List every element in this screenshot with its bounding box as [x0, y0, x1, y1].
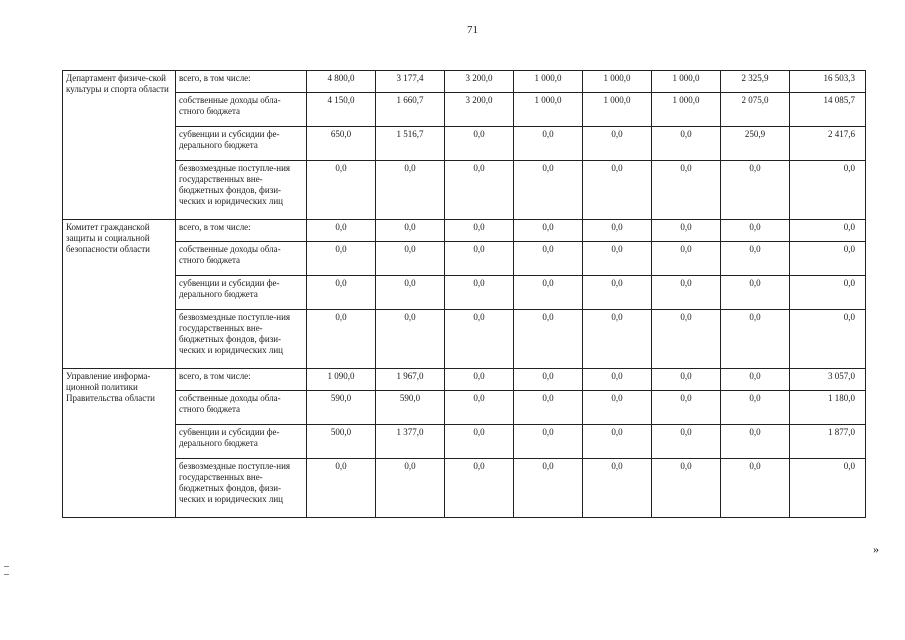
- value-cell: 0,0: [583, 425, 652, 459]
- funding-source-cell: безвозмездные поступле-ния государственных вне-бюджетных фондов, физи-ческих и юридических лиц: [176, 310, 307, 369]
- value-cell: 2 075,0: [721, 93, 790, 127]
- value-cell: 0,0: [583, 369, 652, 391]
- total-value-cell: 0,0: [790, 161, 866, 220]
- value-cell: 0,0: [514, 127, 583, 161]
- value-cell: 0,0: [514, 161, 583, 220]
- value-cell: 0,0: [583, 242, 652, 276]
- value-cell: 0,0: [307, 242, 376, 276]
- value-cell: 0,0: [376, 161, 445, 220]
- table-row: [63, 242, 866, 276]
- table-row: [63, 93, 866, 127]
- total-value-cell: 0,0: [790, 242, 866, 276]
- value-cell: 590,0: [376, 391, 445, 425]
- value-cell: 0,0: [652, 459, 721, 518]
- value-cell: 0,0: [652, 127, 721, 161]
- value-cell: 0,0: [307, 310, 376, 369]
- value-cell: 0,0: [445, 127, 514, 161]
- value-cell: 0,0: [445, 369, 514, 391]
- value-cell: 0,0: [652, 310, 721, 369]
- organization-cell: Комитет гражданской защиты и социальной безопасности области: [63, 220, 176, 369]
- value-cell: 590,0: [307, 391, 376, 425]
- value-cell: 1 090,0: [307, 369, 376, 391]
- table-row: [63, 425, 866, 459]
- value-cell: 0,0: [307, 161, 376, 220]
- value-cell: 1 967,0: [376, 369, 445, 391]
- continuation-mark: »: [873, 542, 879, 556]
- funding-source-cell: всего, в том числе:: [176, 369, 307, 391]
- funding-source-cell: собственные доходы обла-стного бюджета: [176, 391, 307, 425]
- total-value-cell: 3 057,0: [790, 369, 866, 391]
- table-row: [63, 71, 866, 93]
- value-cell: 0,0: [445, 459, 514, 518]
- funding-source-cell: субвенции и субсидии фе-дерального бюджета: [176, 276, 307, 310]
- page-number: 71: [467, 24, 478, 36]
- table-row: [63, 161, 866, 220]
- value-cell: 0,0: [514, 425, 583, 459]
- value-cell: 0,0: [445, 220, 514, 242]
- value-cell: 1 660,7: [376, 93, 445, 127]
- budget-table: [62, 70, 866, 518]
- value-cell: 0,0: [376, 220, 445, 242]
- funding-source-cell: собственные доходы обла-стного бюджета: [176, 242, 307, 276]
- value-cell: 2 325,9: [721, 71, 790, 93]
- table-row: [63, 459, 866, 518]
- value-cell: 1 000,0: [652, 93, 721, 127]
- total-value-cell: 0,0: [790, 459, 866, 518]
- value-cell: 0,0: [721, 369, 790, 391]
- value-cell: 0,0: [583, 276, 652, 310]
- total-value-cell: 0,0: [790, 310, 866, 369]
- total-value-cell: 1 180,0: [790, 391, 866, 425]
- value-cell: 0,0: [583, 127, 652, 161]
- value-cell: 0,0: [721, 276, 790, 310]
- value-cell: 0,0: [514, 369, 583, 391]
- value-cell: 0,0: [514, 276, 583, 310]
- table-row: [63, 369, 866, 391]
- value-cell: 0,0: [445, 391, 514, 425]
- value-cell: 0,0: [721, 161, 790, 220]
- organization-cell: Департамент физиче-ской культуры и спорта области: [63, 71, 176, 220]
- funding-source-cell: собственные доходы обла-стного бюджета: [176, 93, 307, 127]
- funding-source-cell: субвенции и субсидии фе-дерального бюджета: [176, 425, 307, 459]
- value-cell: 4 800,0: [307, 71, 376, 93]
- value-cell: 0,0: [514, 459, 583, 518]
- funding-source-cell: безвозмездные поступле-ния государственных вне-бюджетных фондов, физи-ческих и юридических лиц: [176, 161, 307, 220]
- total-value-cell: 0,0: [790, 276, 866, 310]
- value-cell: 0,0: [376, 242, 445, 276]
- value-cell: 0,0: [721, 220, 790, 242]
- value-cell: 0,0: [307, 459, 376, 518]
- value-cell: 0,0: [307, 220, 376, 242]
- value-cell: 0,0: [721, 310, 790, 369]
- value-cell: 0,0: [652, 391, 721, 425]
- value-cell: 1 000,0: [652, 71, 721, 93]
- value-cell: 0,0: [652, 369, 721, 391]
- value-cell: 0,0: [721, 425, 790, 459]
- total-value-cell: 2 417,6: [790, 127, 866, 161]
- value-cell: 0,0: [514, 220, 583, 242]
- table-row: [63, 127, 866, 161]
- funding-source-cell: всего, в том числе:: [176, 220, 307, 242]
- value-cell: 0,0: [721, 391, 790, 425]
- value-cell: 0,0: [445, 276, 514, 310]
- value-cell: 0,0: [583, 310, 652, 369]
- value-cell: 0,0: [514, 242, 583, 276]
- value-cell: 0,0: [652, 161, 721, 220]
- total-value-cell: 14 085,7: [790, 93, 866, 127]
- value-cell: 0,0: [583, 459, 652, 518]
- value-cell: 500,0: [307, 425, 376, 459]
- value-cell: 3 200,0: [445, 71, 514, 93]
- value-cell: 0,0: [514, 391, 583, 425]
- value-cell: 0,0: [652, 242, 721, 276]
- value-cell: 1 516,7: [376, 127, 445, 161]
- value-cell: 3 177,4: [376, 71, 445, 93]
- value-cell: 0,0: [445, 161, 514, 220]
- value-cell: 0,0: [721, 459, 790, 518]
- value-cell: 0,0: [376, 310, 445, 369]
- value-cell: 0,0: [307, 276, 376, 310]
- budget-table-body: [63, 71, 866, 518]
- value-cell: 0,0: [445, 425, 514, 459]
- value-cell: 1 000,0: [583, 93, 652, 127]
- value-cell: 4 150,0: [307, 93, 376, 127]
- value-cell: 1 000,0: [514, 93, 583, 127]
- value-cell: 1 000,0: [514, 71, 583, 93]
- table-row: [63, 310, 866, 369]
- total-value-cell: 0,0: [790, 220, 866, 242]
- funding-source-cell: субвенции и субсидии фе-дерального бюджета: [176, 127, 307, 161]
- value-cell: 0,0: [514, 310, 583, 369]
- value-cell: 250,9: [721, 127, 790, 161]
- value-cell: 1 000,0: [583, 71, 652, 93]
- table-row: [63, 220, 866, 242]
- table-row: [63, 391, 866, 425]
- value-cell: 0,0: [652, 425, 721, 459]
- funding-source-cell: безвозмездные поступле-ния государственных вне-бюджетных фондов, физи-ческих и юридических лиц: [176, 459, 307, 518]
- value-cell: 0,0: [652, 276, 721, 310]
- value-cell: 0,0: [445, 310, 514, 369]
- value-cell: 0,0: [721, 242, 790, 276]
- value-cell: 0,0: [583, 391, 652, 425]
- value-cell: 0,0: [583, 161, 652, 220]
- value-cell: 1 377,0: [376, 425, 445, 459]
- table-row: [63, 276, 866, 310]
- value-cell: 3 200,0: [445, 93, 514, 127]
- funding-source-cell: всего, в том числе:: [176, 71, 307, 93]
- value-cell: 0,0: [583, 220, 652, 242]
- value-cell: 0,0: [652, 220, 721, 242]
- total-value-cell: 16 503,3: [790, 71, 866, 93]
- value-cell: 0,0: [376, 459, 445, 518]
- scan-artifact-mark: [4, 566, 9, 575]
- value-cell: 0,0: [445, 242, 514, 276]
- value-cell: 650,0: [307, 127, 376, 161]
- organization-cell: Управление информа-ционной политики Правительства области: [63, 369, 176, 518]
- total-value-cell: 1 877,0: [790, 425, 866, 459]
- value-cell: 0,0: [376, 276, 445, 310]
